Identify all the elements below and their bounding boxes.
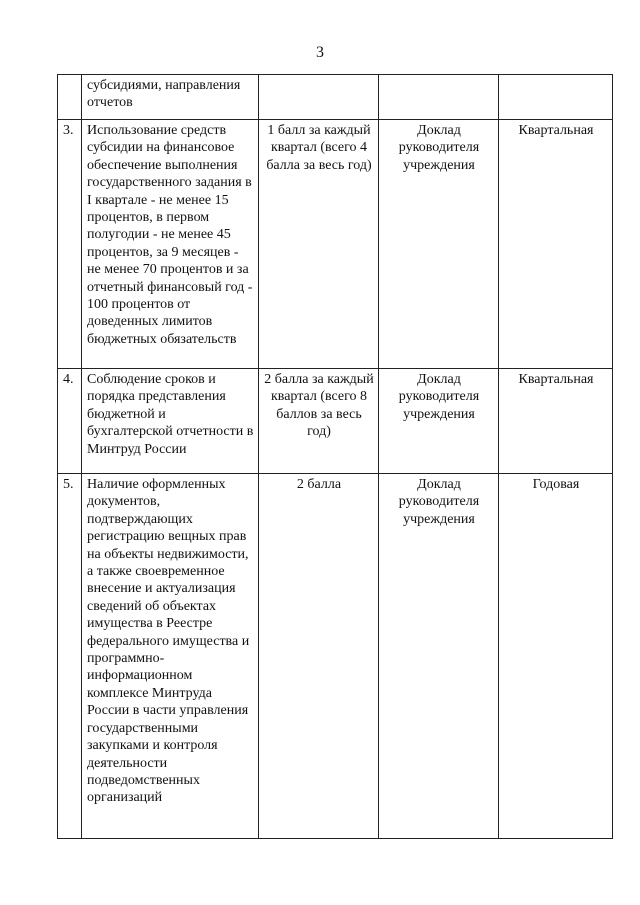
table-row (58, 75, 613, 120)
criterion-description (82, 120, 259, 369)
criterion-text: Наличие оформленных документов, подтверждающих регистрацию вещных прав на объекты недвижимости, а также своевременное внесение и актуализация сведений об объектах имущества в Реестре федерального имущества и программно-информационном комплексе Минтруда России в части управления государственными закупками и контроля деятельности подведомственных организаций (87, 477, 250, 806)
criterion-description (82, 369, 259, 474)
criteria-table (57, 74, 613, 839)
source-cell: Доклад руководителя учреждения (379, 120, 499, 369)
source-cell: Доклад руководителя учреждения (379, 474, 499, 839)
criterion-description (82, 75, 259, 120)
row-number: 5. (58, 474, 82, 839)
score-cell: 2 балла за каждый квартал (всего 8 баллов за весь год) (259, 369, 379, 474)
table-row (58, 474, 613, 839)
row-number: 4. (58, 369, 82, 474)
table-row (58, 369, 613, 474)
row-number: 3. (58, 120, 82, 369)
row-number (58, 75, 82, 120)
score-cell (259, 75, 379, 120)
criterion-text: субсидиями, направления отчетов (87, 78, 241, 111)
period-cell: Квартальная (499, 120, 613, 369)
criterion-description (82, 474, 259, 839)
score-cell: 1 балл за каждый квартал (всего 4 балла за весь год) (259, 120, 379, 369)
score-cell: 2 балла (259, 474, 379, 839)
source-cell (379, 75, 499, 120)
period-cell (499, 75, 613, 120)
source-cell: Доклад руководителя учреждения (379, 369, 499, 474)
period-cell: Годовая (499, 474, 613, 839)
page-number: 3 (316, 44, 324, 61)
criterion-text: Соблюдение сроков и порядка представления бюджетной и бухгалтерской отчетности в Минтруд России (87, 372, 254, 457)
criterion-text: Использование средств субсидии на финансовое обеспечение выполнения государственного задания в I квартале - не менее 15 процентов, в первом полугодии - не менее 45 процентов, за 9 месяцев - не менее 70 процентов и за отчетный финансовый год - 100 процентов от доведенных лимитов бюджетных обязательств (87, 123, 253, 347)
period-cell: Квартальная (499, 369, 613, 474)
table-row (58, 120, 613, 369)
